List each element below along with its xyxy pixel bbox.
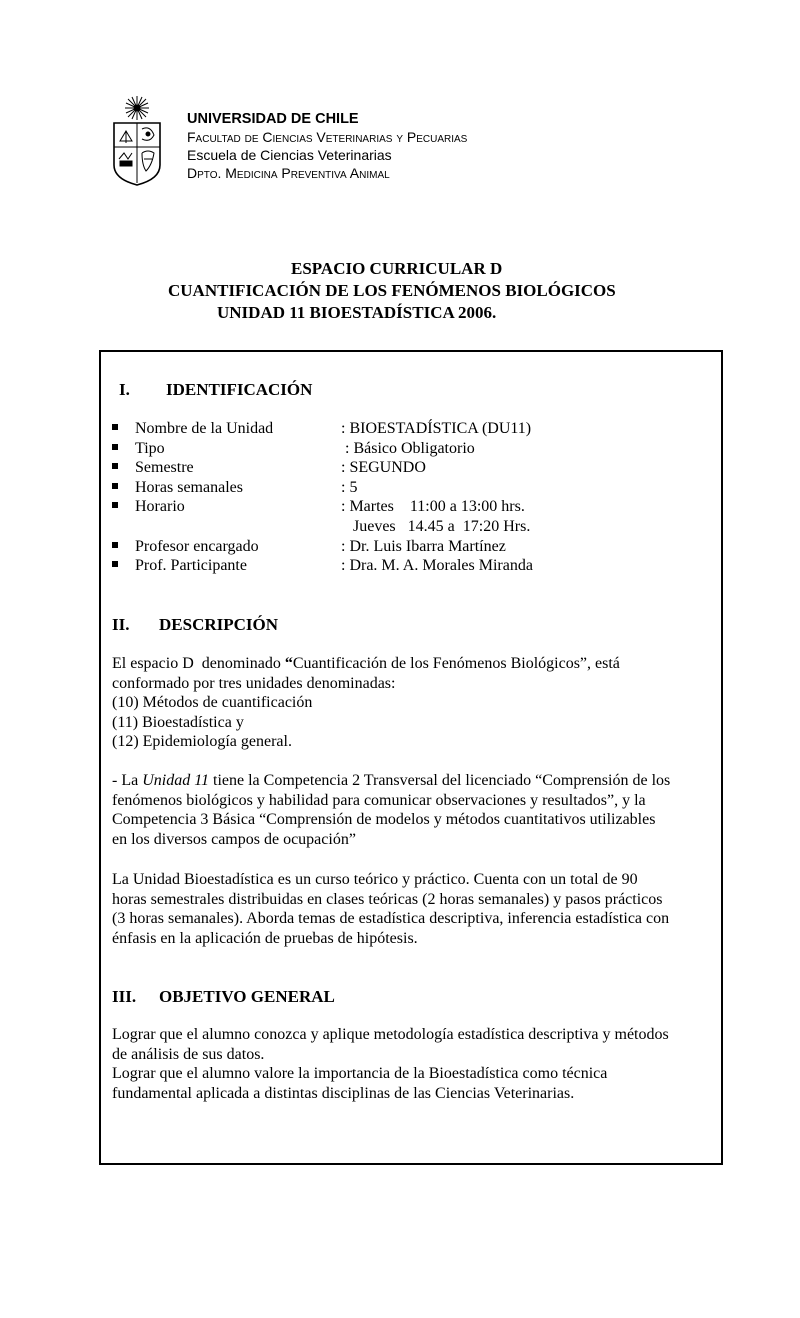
bullet-icon — [112, 502, 118, 508]
title-line-1: ESPACIO CURRICULAR D — [291, 259, 503, 278]
descripcion-paragraph-3: La Unidad Bioestadística es un curso teórico y práctico. Cuenta con un total de 90 horas semestrales distribuidas en clases teóricas (2 horas semanales) y pasos prácticos (3 horas semanales). Aborda temas de estadística descriptiva, inferencia estadística con énfasis en la aplicación de pruebas de hipótesis. — [112, 871, 670, 947]
university-name: UNIVERSIDAD DE CHILE — [187, 111, 359, 127]
descripcion-paragraph-2: - La Unidad 11 tiene la Competencia 2 Transversal del licenciado “Comprensión de los fenómenos biológicos y habilidad para comunicar observaciones y resultados”, y la Competencia 3 Básica “Comprensión de modelos y métodos cuantitativos utilizables en los diversos campos de ocupación” — [112, 772, 671, 848]
faculty-name: Facultad de Ciencias Veterinarias y Pecuarias — [187, 129, 468, 145]
institution-header — [187, 110, 467, 182]
section-descripcion-heading: II. DESCRIPCIÓN — [112, 615, 279, 634]
bullet-icon — [112, 483, 118, 489]
title-line-3: UNIDAD 11 BIOESTADÍSTICA 2006. — [217, 303, 497, 322]
objetivo-paragraph: Lograr que el alumno conozca y aplique metodología estadística descriptiva y métodos de análisis de sus datos. Lograr que el alumno valore la importancia de la Bioestadística como técnica fundamental aplicada a distintas disciplinas de las Ciencias Veterinarias. — [112, 1026, 669, 1102]
university-seal-icon — [106, 95, 168, 187]
bullet-icon — [112, 424, 118, 430]
section-identificacion-heading: I. IDENTIFICACIÓN — [119, 380, 313, 399]
bullet-icon — [112, 444, 118, 450]
section-objetivo-heading: III. OBJETIVO GENERAL — [112, 987, 335, 1006]
bullet-icon — [112, 561, 118, 567]
bullet-icon — [112, 463, 118, 469]
department-name: Dpto. Medicina Preventiva Animal — [187, 165, 390, 181]
school-name: Escuela de Ciencias Veterinarias — [187, 147, 392, 163]
descripcion-paragraph-1: El espacio D denominado “Cuantificación de los Fenómenos Biológicos”, está conformado por tres unidades denominadas: (10) Métodos de cuantificación (11) Bioestadística y (12) Epidemiología general. — [112, 655, 620, 751]
bullet-icon — [112, 542, 118, 548]
title-line-2: CUANTIFICACIÓN DE LOS FENÓMENOS BIOLÓGICOS — [168, 281, 616, 300]
